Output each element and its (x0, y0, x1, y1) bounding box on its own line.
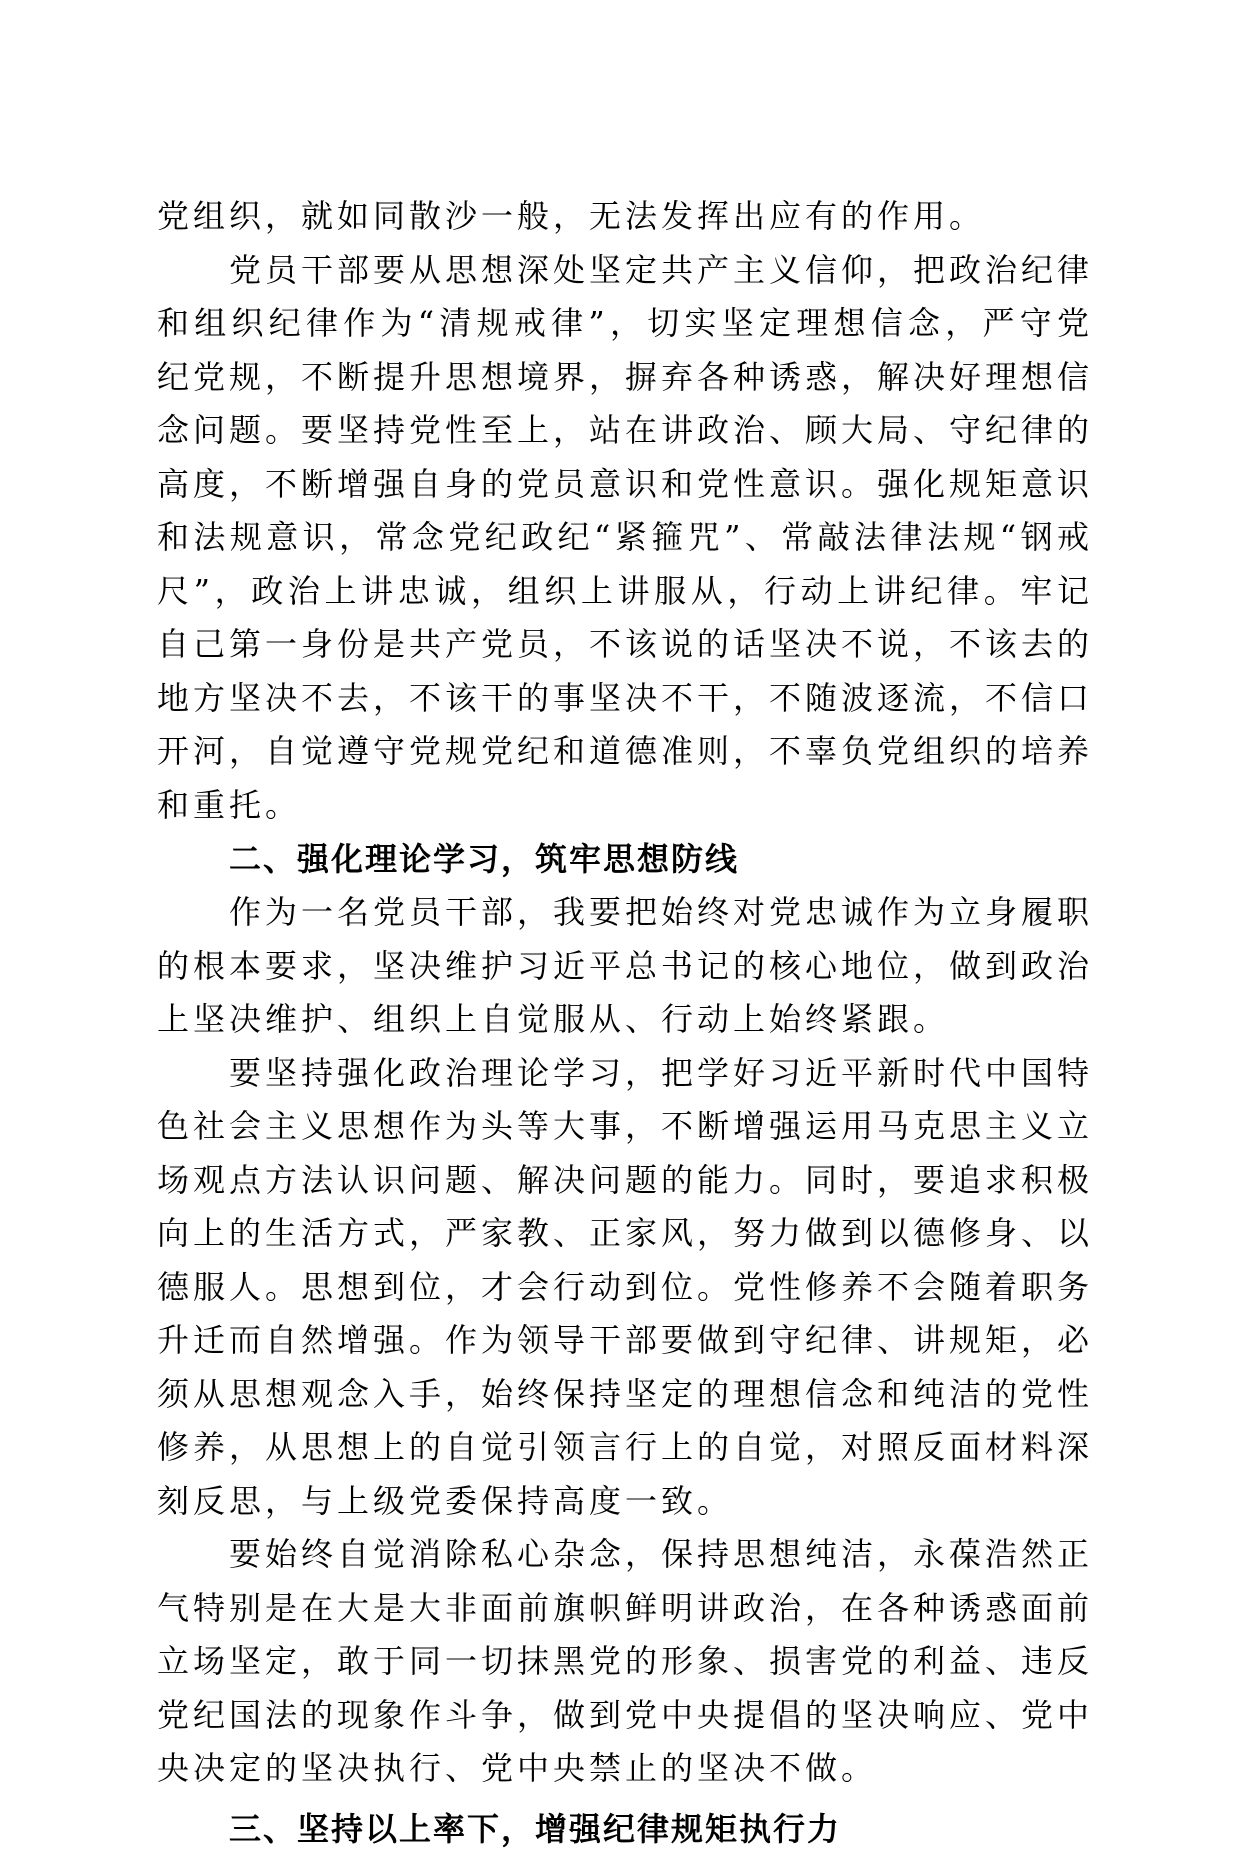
paragraph-theory-study: 要坚持强化政治理论学习，把学好习近平新时代中国特色社会主义思想作为头等大事，不断增强运用马克思主义立场观点方法认识问题、解决问题的能力。同时，要追求积极向上的生活方式，严家教、正家风，努力做到以德修身、以德服人。思想到位，才会行动到位。党性修养不会随着职务升迁而自然增强。作为领导干部要做到守纪律、讲规矩，必须从思想观念入手，始终保持坚定的理想信念和纯洁的党性修养，从思想上的自觉引领言行上的自觉，对照反面材料深刻反思，与上级党委保持高度一致。 (157, 1053, 1094, 1520)
section-heading-3: 三、坚持以上率下，增强纪律规矩执行力 (229, 1809, 842, 1848)
paragraph-purity: 要始终自觉消除私心杂念，保持思想纯洁，永葆浩然正气特别是在大是大非面前旗帜鲜明讲政治，在各种诱惑面前立场坚定，敢于同一切抹黑党的形象、损害党的利益、违反党纪国法的现象作斗争，做到党中央提倡的坚决响应、党中央决定的坚决执行、党中央禁止的坚决不做。 (157, 1535, 1094, 1787)
paragraph-loyalty: 作为一名党员干部，我要把始终对党忠诚作为立身履职的根本要求，坚决维护习近平总书记的核心地位，做到政治上坚决维护、组织上自觉服从、行动上始终紧跟。 (157, 893, 1094, 1038)
document-body (157, 190, 1093, 1856)
paragraph-continuation: 党组织，就如同散沙一般，无法发挥出应有的作用。 (157, 197, 986, 235)
paragraph-party-discipline: 党员干部要从思想深处坚定共产主义信仰，把政治纪律和组织纪律作为“清规戒律”，切实坚定理想信念，严守党纪党规，不断提升思想境界，摒弃各种诱惑，解决好理想信念问题。要坚持党性至上，站在讲政治、顾大局、守纪律的高度，不断增强自身的党员意识和党性意识。强化规矩意识和法规意识，常念党纪政纪“紧箍咒”、常敲法律法规“钢戒尺”，政治上讲忠诚，组织上讲服从，行动上讲纪律。牢记自己第一身份是共产党员，不该说的话坚决不说，不该去的地方坚决不去，不该干的事坚决不干，不随波逐流，不信口开河，自觉遵守党规党纪和道德准则，不辜负党组织的培养和重托。 (157, 250, 1094, 824)
section-heading-2: 二、强化理论学习，筑牢思想防线 (229, 840, 740, 878)
